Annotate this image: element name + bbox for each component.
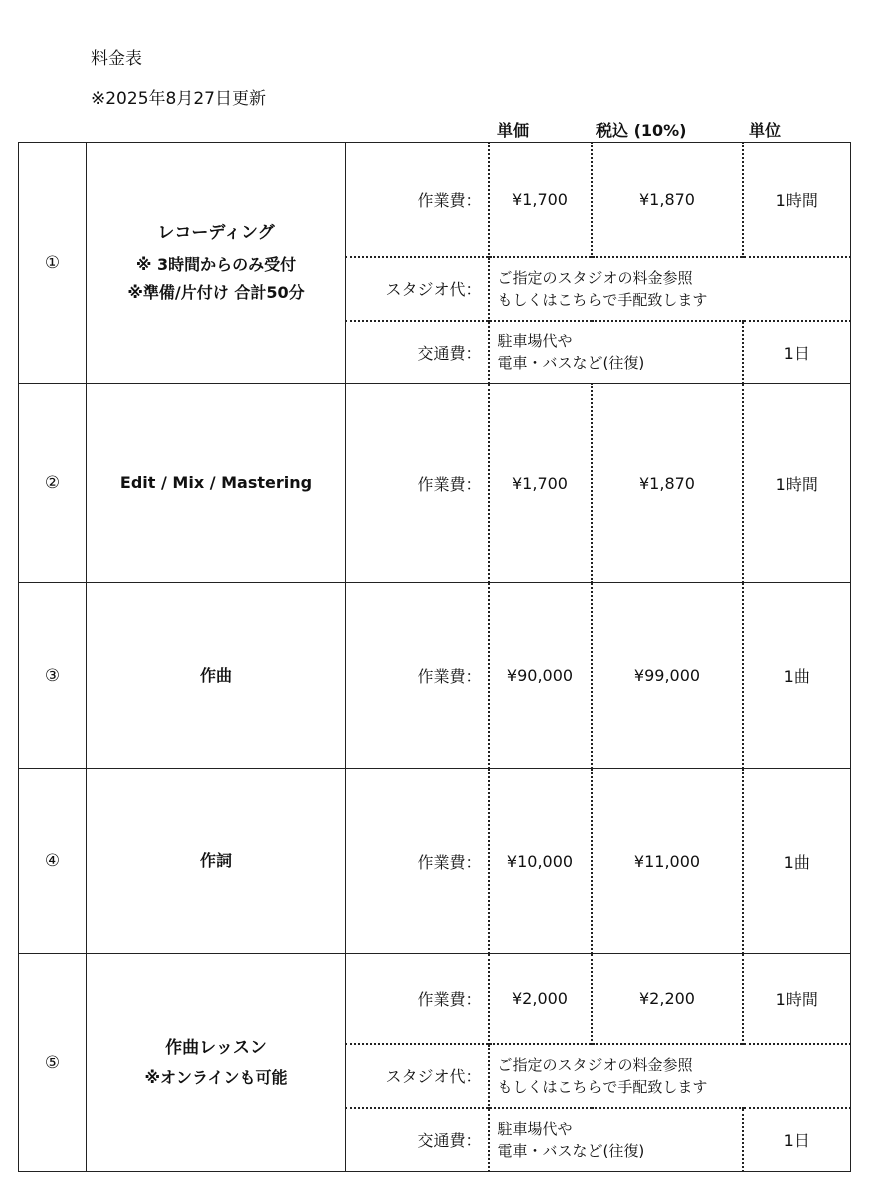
studio-fee-label: スタジオ代：	[346, 257, 489, 321]
unit-price: ¥1,700	[489, 143, 592, 257]
table-row	[19, 143, 851, 257]
transport-fee-note	[489, 321, 743, 384]
service-name	[87, 583, 346, 769]
tax-included-price: ¥1,870	[592, 384, 743, 583]
service-line: ※準備/片付け 合計50分	[127, 283, 305, 302]
fee-label: 作業費：	[346, 384, 489, 583]
transport-fee-label: 交通費：	[346, 1108, 489, 1172]
tax-included-price: ¥99,000	[592, 583, 743, 769]
header-unit: 単位	[749, 121, 782, 140]
unit-price: ¥2,000	[489, 954, 592, 1044]
fee-label: 作業費：	[346, 954, 489, 1044]
tax-included-price: ¥1,870	[592, 143, 743, 257]
note-line: 電車・バスなど(往復)	[497, 1141, 645, 1160]
service-line: 作曲	[199, 665, 232, 685]
service-name	[87, 143, 346, 384]
note-line: ご指定のスタジオの料金参照	[497, 1055, 693, 1074]
unit-value: 1時間	[743, 954, 851, 1044]
transport-fee-label: 交通費：	[346, 321, 489, 384]
page-title: 料金表	[91, 49, 142, 69]
row-number: ②	[19, 384, 87, 583]
row-number: ④	[19, 769, 87, 954]
table-row	[19, 769, 851, 954]
header-tax-included: 税込 (10%)	[596, 121, 687, 140]
unit-price: ¥1,700	[489, 384, 592, 583]
updated-date: ※2025年8月27日更新	[91, 89, 266, 109]
unit-value: 1日	[743, 321, 851, 384]
service-line: Edit / Mix / Mastering	[119, 473, 313, 492]
service-line: ※ 3時間からのみ受付	[135, 255, 297, 274]
table-row	[19, 954, 851, 1044]
note-line: ご指定のスタジオの料金参照	[497, 268, 693, 287]
note-line: もしくはこちらで手配致します	[497, 290, 708, 309]
service-line: 作曲レッスン	[165, 1037, 267, 1058]
studio-fee-note	[489, 257, 851, 321]
unit-value: 1時間	[743, 384, 851, 583]
column-headers	[0, 118, 876, 142]
table-row	[19, 583, 851, 769]
fee-label: 作業費：	[346, 769, 489, 954]
service-name	[87, 954, 346, 1172]
unit-price: ¥10,000	[489, 769, 592, 954]
service-line: 作詞	[199, 851, 232, 870]
note-line: 電車・バスなど(往復)	[497, 354, 645, 373]
tax-included-price: ¥11,000	[592, 769, 743, 954]
price-table	[18, 142, 851, 1172]
service-name	[87, 769, 346, 954]
row-number: ⑤	[19, 954, 87, 1172]
row-number: ①	[19, 143, 87, 384]
unit-value: 1日	[743, 1108, 851, 1172]
studio-fee-label: スタジオ代：	[346, 1044, 489, 1108]
service-line: レコーディング	[157, 223, 275, 243]
row-number: ③	[19, 583, 87, 769]
table-row	[19, 384, 851, 583]
service-line: ※オンラインも可能	[144, 1067, 288, 1087]
note-line: もしくはこちらで手配致します	[497, 1077, 708, 1096]
studio-fee-note	[489, 1044, 851, 1108]
service-name	[87, 384, 346, 583]
header-unit-price: 単価	[497, 121, 530, 140]
fee-label: 作業費：	[346, 143, 489, 257]
unit-price: ¥90,000	[489, 583, 592, 769]
unit-value: 1曲	[743, 769, 851, 954]
tax-included-price: ¥2,200	[592, 954, 743, 1044]
note-line: 駐車場代や	[497, 332, 573, 351]
transport-fee-note	[489, 1108, 743, 1172]
unit-value: 1曲	[743, 583, 851, 769]
fee-label: 作業費：	[346, 583, 489, 769]
note-line: 駐車場代や	[497, 1119, 573, 1138]
unit-value: 1時間	[743, 143, 851, 257]
